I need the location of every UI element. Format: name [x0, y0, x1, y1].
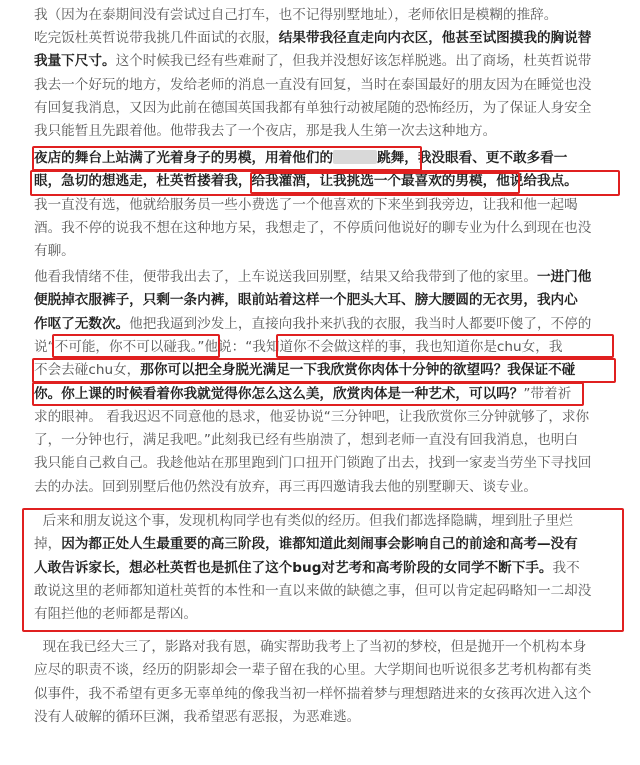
- text-line: 说“不可能，你不可以碰我。”他说：“我知道你不会做这样的事，我也知道你是chu女，我: [34, 338, 563, 355]
- highlight-box-his-words-3: [32, 382, 584, 406]
- text-line: 人敢告诉家长，想必杜英哲也是抓住了这个bug对艺考和高考阶段的女同学不断下手。我不: [34, 559, 580, 576]
- text-line: 敢说这里的老师都知道杜英哲的本性和一直以来做的缺德之事，但可以肯定起码略知一二却没: [34, 582, 592, 599]
- text-line: 作呕了无数次。他把我逼到沙发上，直接向我扑来扒我的衣服，我当时人都要吓傻了，不停的: [34, 315, 592, 332]
- text-line: 便脱掉衣服裤子，只剩一条内裤，眼前站着这样一个肥头大耳、膀大腰圆的无衣男，我内心: [34, 292, 578, 309]
- highlight-box-his-words-1: [276, 334, 614, 358]
- text-line: 吃完饭杜英哲说带我挑几件面试的衣服，结果带我径直走向内衣区，他甚至试图摸我的胸说替: [34, 30, 592, 46]
- text-line: 不会去碰chu女，那你可以把全身脱光满足一下我欣赏你肉体十分钟的欲望吗？我保证不碰: [34, 362, 576, 379]
- text-line: 没有人破解的循环巨渊，我希望恶有恶报，为恶难逃。: [34, 708, 361, 725]
- text-line: 后来和朋友说这个事，发现机构同学也有类似的经历。但我们都选择隐瞒，埋到肚子里烂: [34, 513, 573, 529]
- text-line: 夜店的舞台上站满了光着身子的男模，用着他们的 跳舞，我没眼看、更不敢多看一: [34, 150, 568, 166]
- text-line: 我一直没有选，他就给服务员一些小费选了一个他喜欢的下来坐到我旁边，让我和他一起喝: [34, 196, 578, 213]
- text-line: 他看我情绪不佳，便带我出去了，上车说送我回别墅，结果又给我带到了他的家里。一进门他: [34, 269, 592, 285]
- text-line: 眼，急切的想逃走，杜英哲搂着我，给我灌酒，让我挑选一个最喜欢的男模，他说给我点。: [34, 173, 578, 190]
- highlight-box-classmates: [22, 508, 624, 632]
- text-line: 有阻拦他的老师都是帮凶。: [34, 606, 198, 623]
- text-line: 掉，因为都正处人生最重要的高三阶段，谁都知道此刻闹事会影响自己的前途和高考—没有: [34, 536, 578, 553]
- text-line: 有聊。: [34, 243, 75, 260]
- text-line: 去的办法。回到别墅后他仍然没有放弃，再三再四邀请我去他的别墅聊天、谈专业。: [34, 478, 537, 495]
- highlight-box-refusal: [52, 334, 220, 358]
- text-line: 你。你上课的时候看着你我就觉得你怎么这么美，欣赏肉体是一种艺术，可以吗？”带着祈: [34, 385, 572, 402]
- text-line: 我只能自己救自己。我趁他站在那里跑到门口扭开门锁跑了出去，找到一家麦当劳坐下寻找回: [34, 455, 592, 472]
- text-line: 了，一分钟也行，满足我吧。”此刻我已经有些崩溃了，想到老师一直没有回我消息，也明白: [34, 432, 578, 449]
- text-line: 我量下尺寸。这个时候我已经有些难耐了，但我并没想好该怎样脱逃。出了商场，杜英哲说带: [34, 53, 592, 70]
- text-line: 我只能暂且先跟着他。他带我去了一个夜店，那是我人生第一次去这种地方。: [34, 123, 497, 140]
- text-line: 酒。我不停的说我不想在这种地方呆，我想走了，不停质问他说好的聊专业为什么到现在也没: [34, 219, 592, 236]
- highlight-box-nightclub: [32, 146, 422, 171]
- text-line: 现在我已经大三了，影路对我有恩，确实帮助我考上了当初的梦校，但是抛开一个机构本身: [34, 639, 587, 655]
- highlight-box-his-words-2: [32, 358, 616, 383]
- text-line: 有回复我消息，又因为此前在德国英国我都有单独行动被尾随的恐怖经历，为了保证人身安全: [34, 99, 592, 116]
- text-line: 我去一个好玩的地方，发给老师的消息一直没有回复，当时在泰国最好的朋友因为在睡觉也没: [34, 76, 592, 93]
- highlight-box-choose-model: [250, 172, 520, 194]
- text-line: 求的眼神。 看我迟迟不同意他的恳求，他妥协说“三分钟吧，让我欣赏你三分钟就够了，求你: [34, 408, 590, 425]
- text-line: 似事件，我不希望有更多无辜单纯的像我当初一样怀揣着梦与理想踏进来的女孩再次进入这个: [34, 685, 592, 702]
- text-line: 应尽的职责不谈，经历的阴影却会一辈子留在我的心里。大学期间也听说很多艺考机构都有类: [34, 662, 592, 679]
- text-line: 我（因为在泰期间没有尝试过自己打车，也不记得别墅地址），老师依旧是模糊的推辞。: [34, 7, 558, 23]
